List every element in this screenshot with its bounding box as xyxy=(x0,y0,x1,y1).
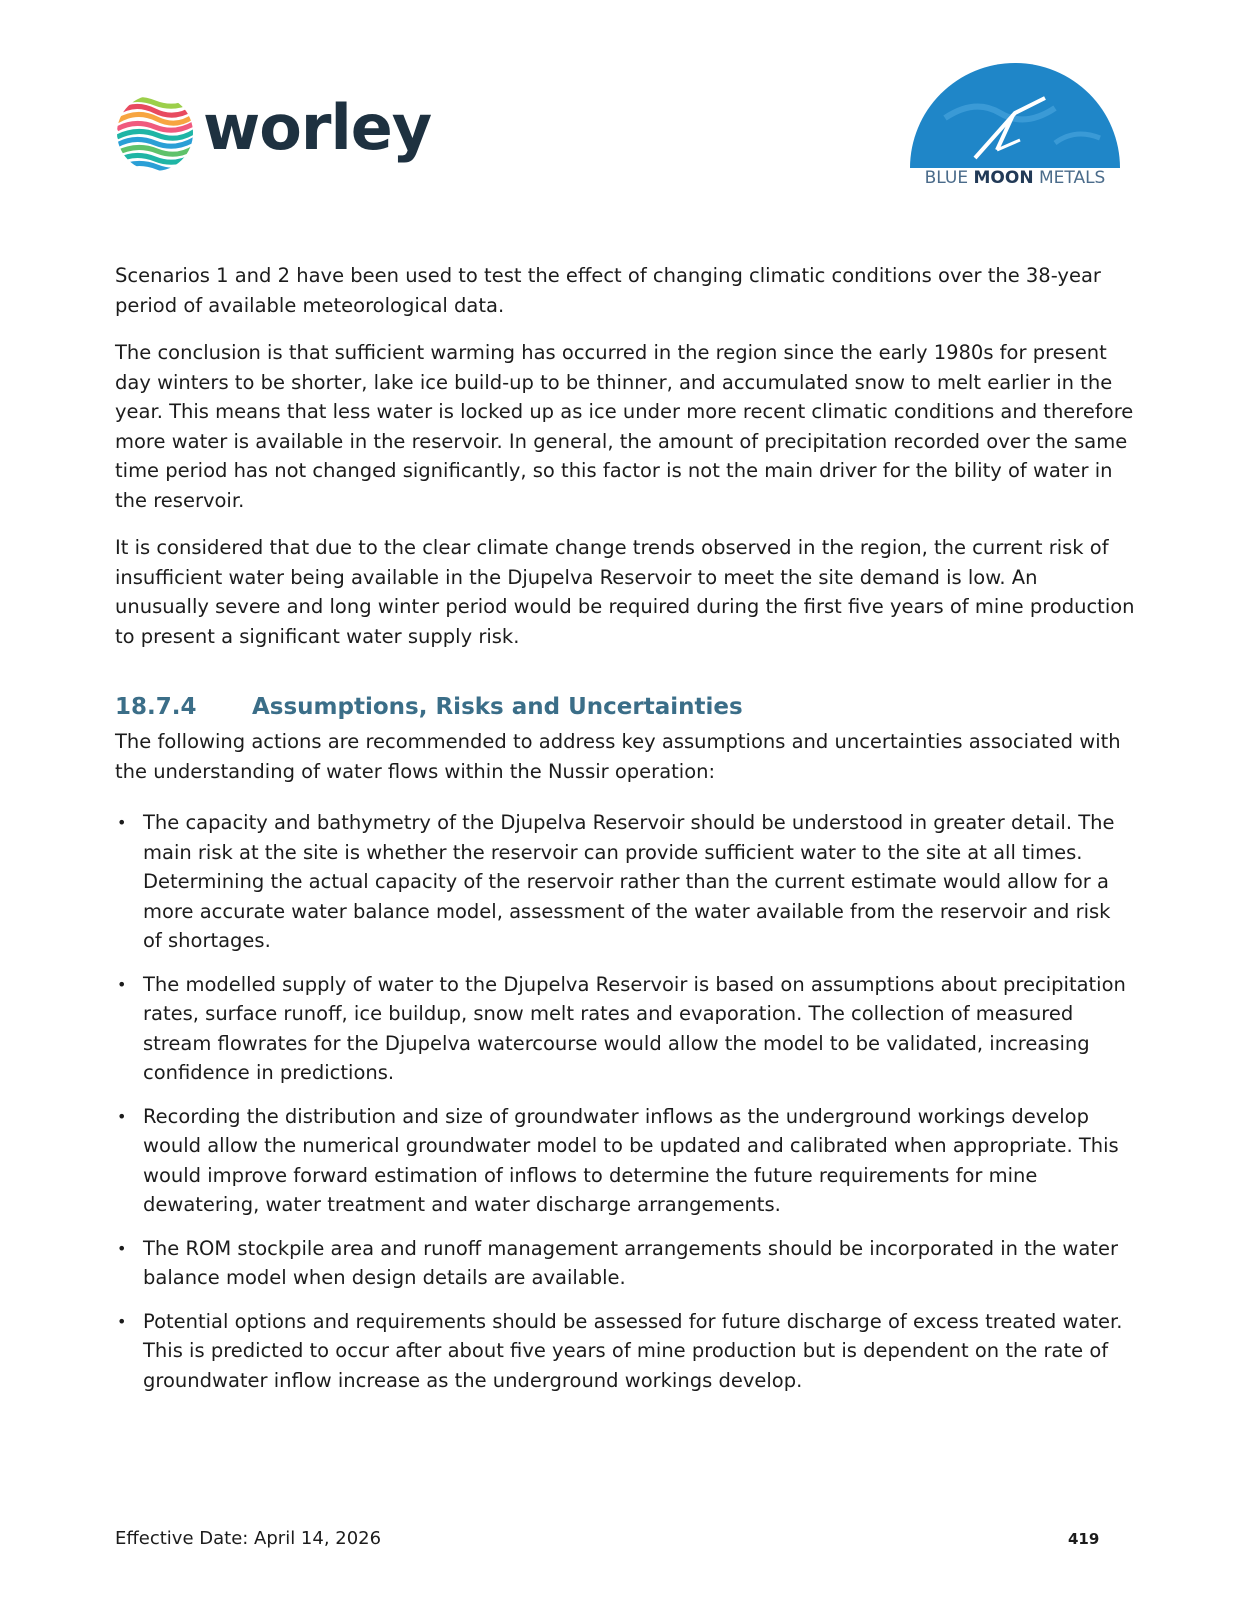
paragraph-risk: It is considered that due to the clear climate change trends observed in the region, the current risk of insufficient water being available in the Djupelva Reservoir to meet the site demand is low. An unusually severe and long winter period would be required during the first five years of mine production to present a significant water supply risk. xyxy=(115,536,1135,648)
paragraph-conclusion: The conclusion is that sufficient warming has occurred in the region since the early 1980s for present day winters to be shorter, lake ice build-up to be thinner, and accumulated snow to melt earlier in the year. This means that less water is locked up as ice under more recent climatic conditions and therefore more water is available in the reservoir. In general, the amount of precipitation recorded over the same time period has not changed significantly, so this factor is not the main driver for the bility of water in the reservoir. xyxy=(115,341,1134,512)
bullet-icon: • xyxy=(117,1311,127,1331)
bullet-icon: • xyxy=(117,1106,127,1126)
worley-swirl-logo-icon xyxy=(115,93,195,173)
bullet-icon: • xyxy=(117,813,127,832)
list-item: • Recording the distribution and size of groundwater inflows as the underground workings develop would allow the numerical groundwater model to be updated and calibrated when appropriate. This would improve forward estimation of inflows to determine the future requirements for mine dewatering, water treatment and water discharge arrangements. xyxy=(115,1102,1135,1220)
section-intro: The following actions are recommended to address key assumptions and uncertainties associated with the understanding of water flows within the Nussir operation: xyxy=(115,730,1121,783)
blue-moon-logo-icon xyxy=(905,58,1130,170)
list-item: • The capacity and bathymetry of the Djupelva Reservoir should be understood in greater detail. The main risk at the site is whether the reservoir can provide sufficient water to the site at all times. Determining the actual capacity of the reservoir rather than the current estimate would allow for a more accurate water balance model, assessment of the water available from the reservoir and risk of shortages. xyxy=(115,808,1135,956)
bullet-icon: • xyxy=(117,1238,127,1258)
worley-logo xyxy=(115,88,455,178)
document-body xyxy=(115,261,1135,1409)
blue-moon-metals-logo xyxy=(905,58,1130,193)
effective-date: Effective Date: April 14, 2026 xyxy=(115,1528,382,1549)
section-title: Assumptions, Risks and Uncertainties xyxy=(252,694,743,720)
section-heading xyxy=(115,691,1135,723)
worley-wordmark: worley xyxy=(203,91,432,164)
page-header xyxy=(0,0,1250,230)
list-item: • The modelled supply of water to the Djupelva Reservoir is based on assumptions about precipitation rates, surface runoff, ice buildup, snow melt rates and evaporation. The collection of measured stream flowrates for the Djupelva watercourse would allow the model to be validated, increasing confidence in predictions. xyxy=(115,970,1135,1088)
paragraph-scenarios: Scenarios 1 and 2 have been used to test the effect of changing climatic conditions over the 38-year period of available meteorological data. xyxy=(115,264,1101,317)
blue-moon-wordmark: BLUE MOON METALS xyxy=(924,168,1106,188)
list-item: • Potential options and requirements should be assessed for future discharge of excess treated water. This is predicted to occur after about five years of mine production but is dependent on the rate of groundwater inflow increase as the underground workings develop. xyxy=(115,1307,1135,1396)
section-number: 18.7.4 xyxy=(115,694,197,720)
bullet-icon: • xyxy=(117,974,127,994)
recommendations-list xyxy=(115,808,1135,1395)
list-item: • The ROM stockpile area and runoff management arrangements should be incorporated in the water balance model when design details are available. xyxy=(115,1234,1135,1293)
page-number: 419 xyxy=(1068,1530,1100,1548)
